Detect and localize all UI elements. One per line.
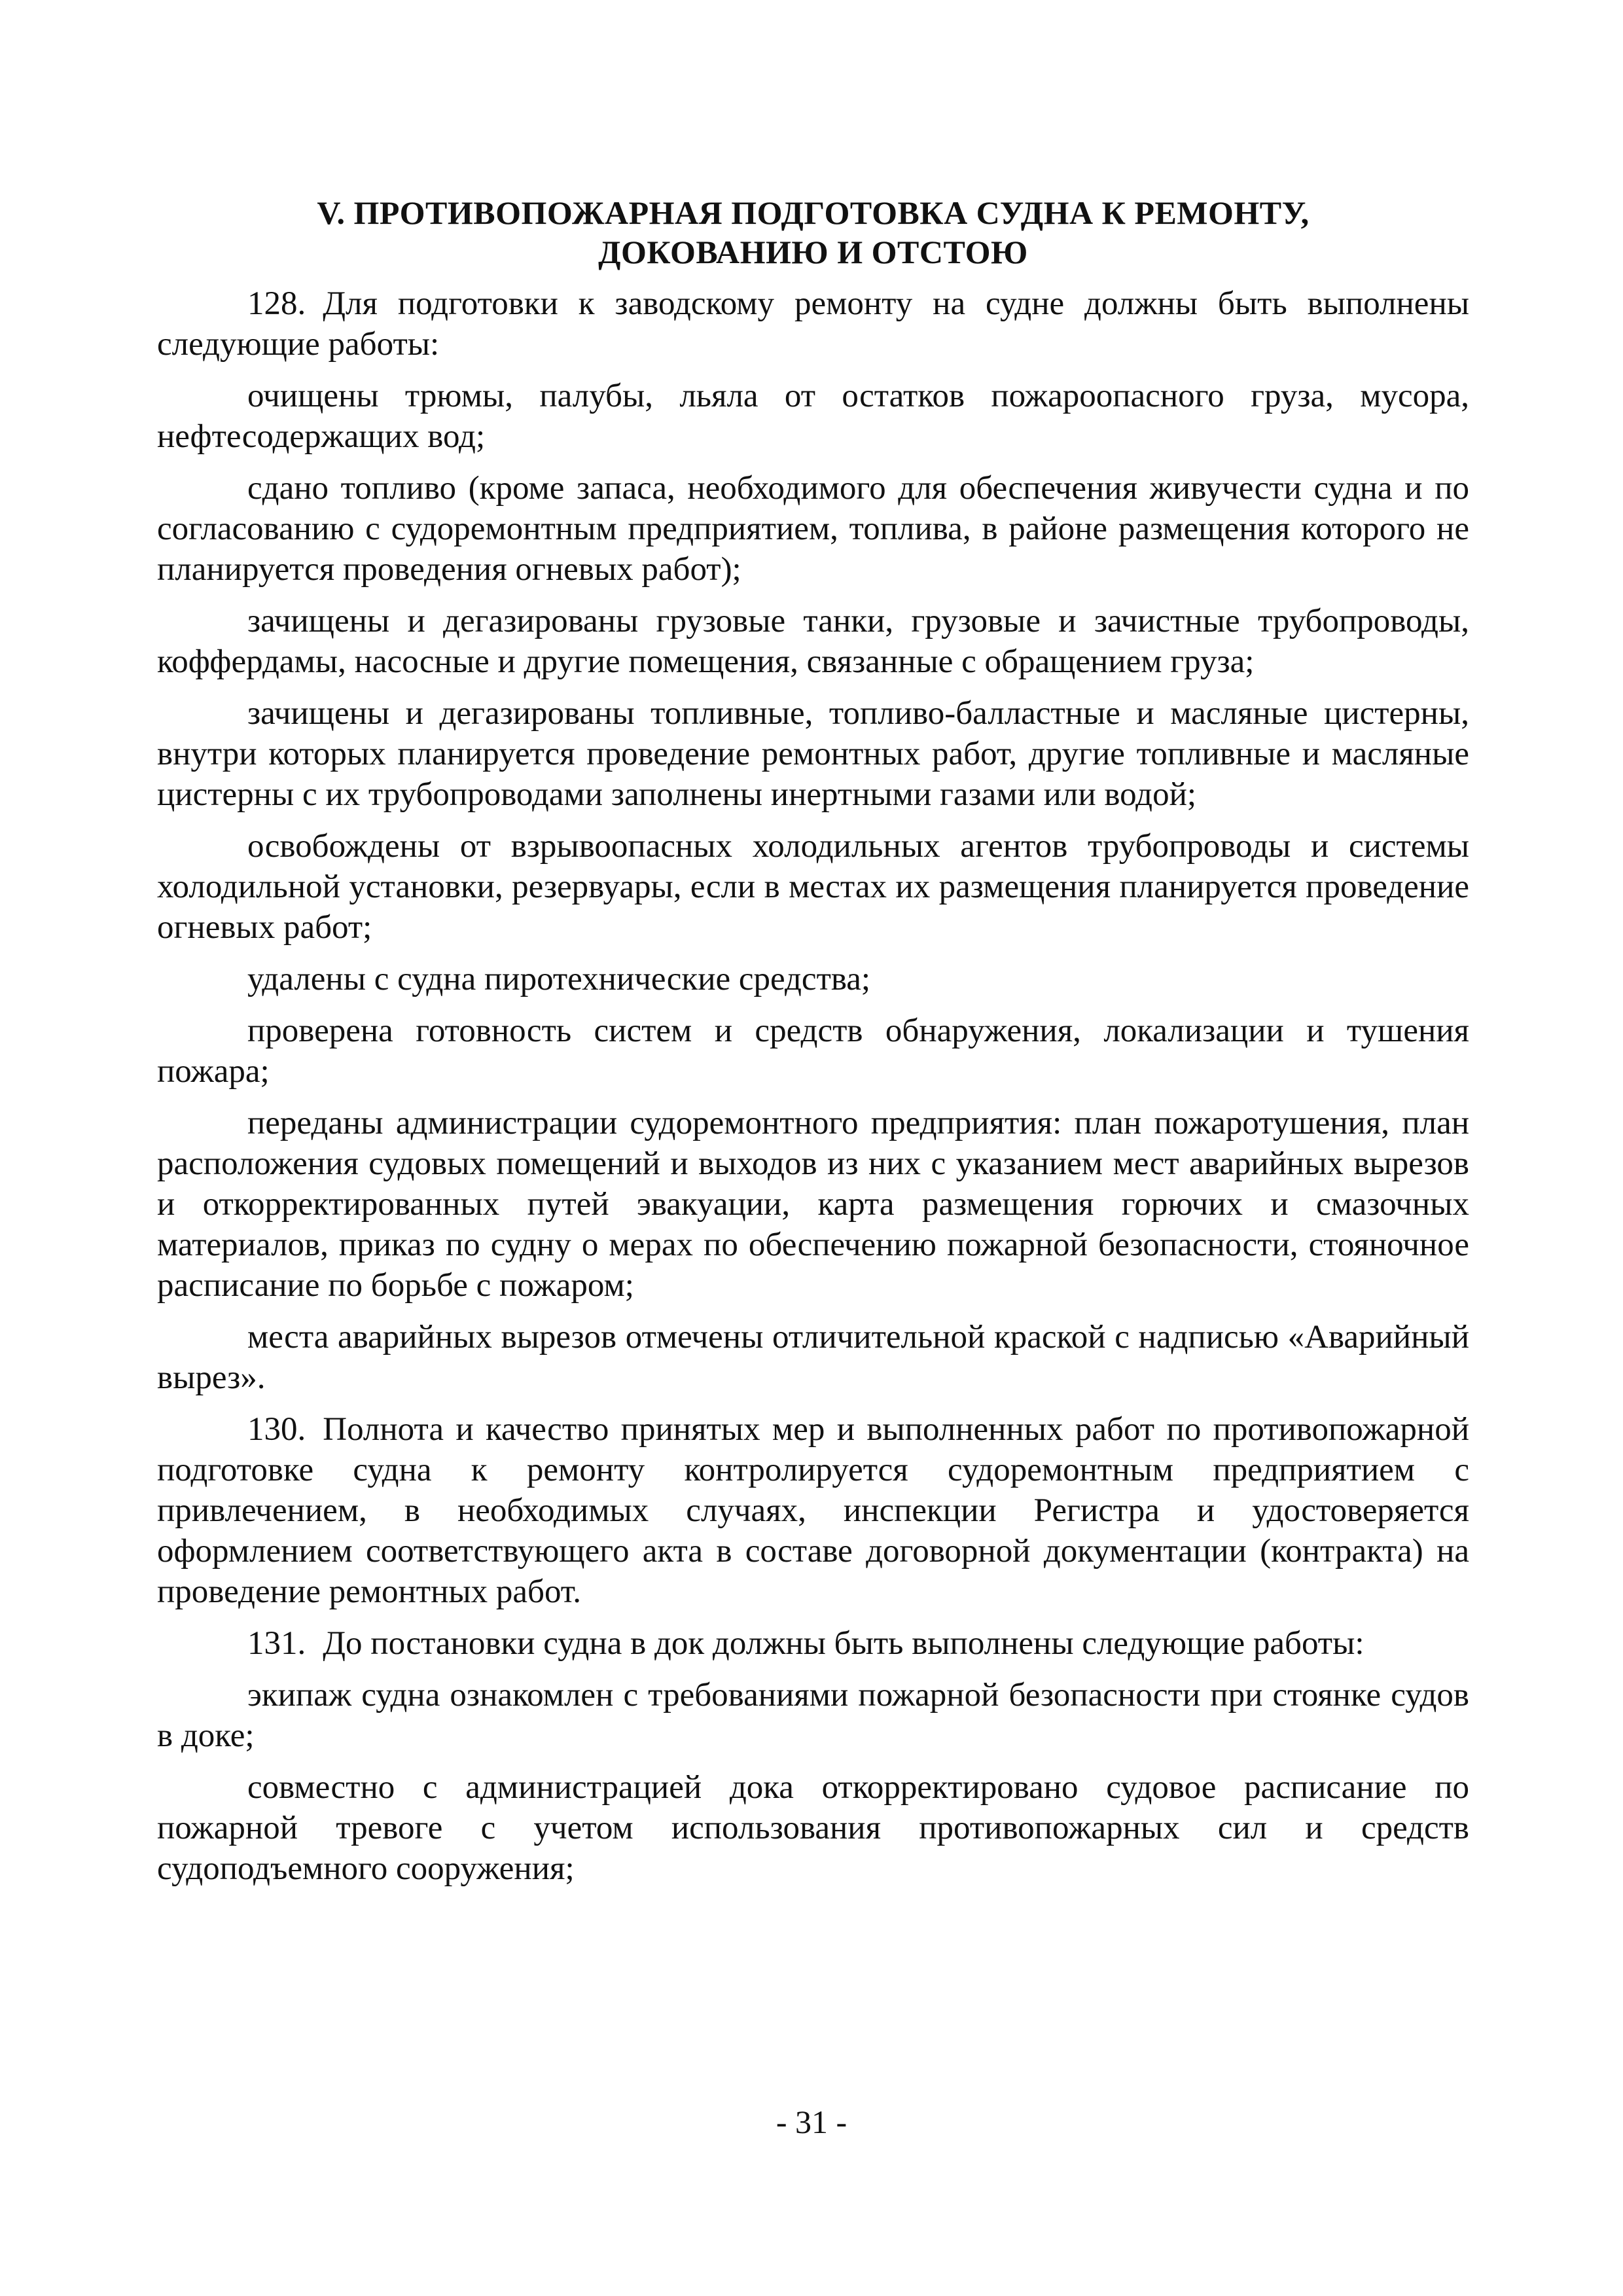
paragraph-text: Полнота и качество принятых мер и выполненных работ по противопожарной подготовке судна к ремонту контролируется судоремонтным предприятием с привлечением, в необходимых случаях, инспекции Регистра и удостоверяется оформлением соответствующего акта в составе договорной документации (контракта) на проведение ремонтных работ.: [157, 1411, 1469, 1610]
section-heading-line-2: ДОКОВАНИЮ И ОТСТОЮ: [598, 234, 1028, 270]
list-item: удалены с судна пиротехнические средства;: [247, 961, 871, 997]
list-item: сдано топливо (кроме запаса, необходимого для обеспечения живучести судна и по согласованию с судоремонтным предприятием, топлива, в районе размещения которого не планируется проведения огневых работ);: [157, 470, 1469, 588]
page-number: - 31 -: [776, 2104, 847, 2140]
section-heading: [157, 193, 1469, 272]
list-item: зачищены и дегазированы топливные, топливо-балластные и масляные цистерны, внутри которых планируется проведение ремонтных работ, другие топливные и масляные цистерны с их трубопроводами заполнены инертными газами или водой;: [157, 695, 1469, 813]
list-item: экипаж судна ознакомлен с требованиями пожарной безопасности при стоянке судов в доке;: [157, 1677, 1469, 1754]
paragraph-text: Для подготовки к заводскому ремонту на судне должны быть выполнены следующие работы:: [157, 285, 1469, 363]
list-item: переданы администрации судоремонтного предприятия: план пожаротушения, план расположения судовых помещений и выходов из них с указанием мест аварийных вырезов и откорректированных путей эвакуации, карта размещения горючих и смазочных материалов, приказ по судну о мерах по обеспечению пожарной безопасности, стояночное расписание по борьбе с пожаром;: [157, 1105, 1469, 1304]
list-item: очищены трюмы, палубы, льяла от остатков пожароопасного груза, мусора, нефтесодержащих вод;: [157, 378, 1469, 455]
paragraph-number: 131.: [247, 1625, 306, 1662]
list-item: места аварийных вырезов отмечены отличительной краской с надписью «Аварийный вырез».: [157, 1319, 1469, 1396]
paragraph-number: 130.: [247, 1411, 306, 1448]
document-page: [157, 193, 1469, 1900]
paragraph-130: [157, 1409, 1469, 1612]
paragraph-text: До постановки судна в док должны быть выполнены следующие работы:: [323, 1625, 1364, 1662]
paragraph-131: [157, 1623, 1469, 1664]
paragraph-128: [157, 283, 1469, 365]
list-item: совместно с администрацией дока откорректировано судовое расписание по пожарной тревоге с учетом использования противопожарных сил и средств судоподъемного сооружения;: [157, 1769, 1469, 1887]
section-heading-line-1: V. ПРОТИВОПОЖАРНАЯ ПОДГОТОВКА СУДНА К РЕМОНТУ,: [317, 194, 1310, 231]
paragraph-number: 128.: [247, 285, 306, 322]
list-item: проверена готовность систем и средств обнаружения, локализации и тушения пожара;: [157, 1013, 1469, 1090]
list-item: освобождены от взрывоопасных холодильных агентов трубопроводы и системы холодильной установки, резервуары, если в местах их размещения планируется проведение огневых работ;: [157, 828, 1469, 946]
list-item: зачищены и дегазированы грузовые танки, грузовые и зачистные трубопроводы, коффердамы, насосные и другие помещения, связанные с обращением груза;: [157, 603, 1469, 680]
